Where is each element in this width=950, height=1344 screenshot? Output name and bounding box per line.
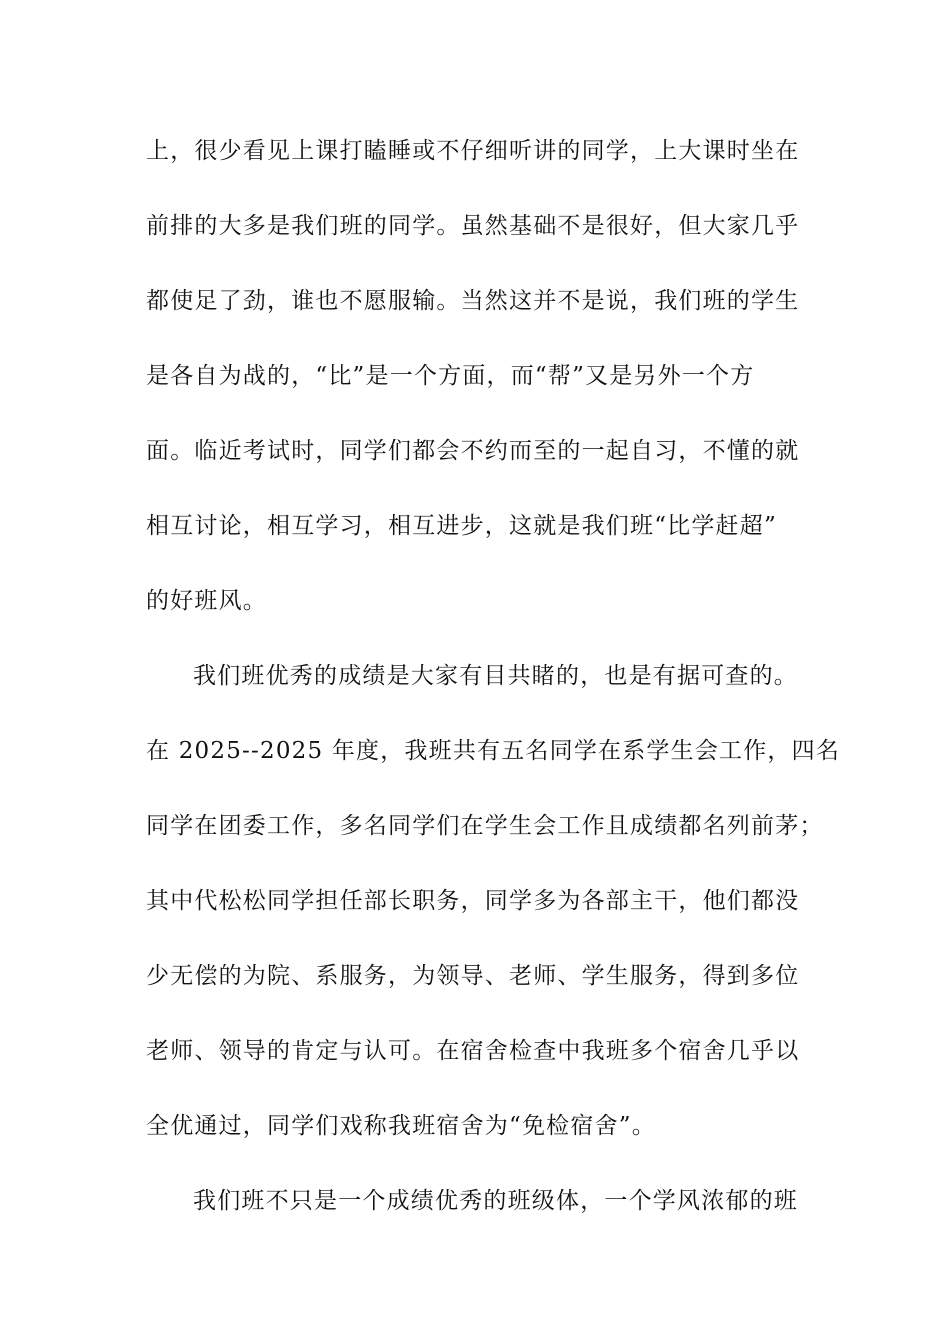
text-line: 全优通过，同学们戏称我班宿舍为“免检宿舍”。: [146, 1113, 656, 1139]
text-line: 都使足了劲，谁也不愿服输。当然这并不是说，我们班的学生: [146, 288, 800, 314]
text-line: 在 2025--2025 年度，我班共有五名同学在系学生会工作，四名: [146, 738, 841, 764]
body-text: [146, 128, 841, 1253]
paragraph-start-line: 我们班不只是一个成绩优秀的班级体，一个学风浓郁的班: [193, 1188, 798, 1214]
text-line: 同学在团委工作，多名同学们在学生会工作且成绩都名列前茅；: [146, 813, 824, 839]
text-line: 老师、领导的肯定与认可。在宿舍检查中我班多个宿舍几乎以: [146, 1038, 800, 1064]
text-line: 其中代松松同学担任部长职务，同学多为各部主干，他们都没: [146, 888, 800, 914]
paragraph-start-line: 我们班优秀的成绩是大家有目共睹的，也是有据可查的。: [193, 663, 798, 689]
text-line: 相互讨论，相互学习，相互进步，这就是我们班“比学赶超”: [146, 513, 777, 539]
text-line: 是各自为战的，“比”是一个方面，而“帮”又是另外一个方: [146, 363, 755, 389]
text-line: 前排的大多是我们班的同学。虽然基础不是很好，但大家几乎: [146, 213, 800, 239]
text-line: 上，很少看见上课打瞌睡或不仔细听讲的同学，上大课时坐在: [146, 138, 800, 164]
text-line: 的好班风。: [146, 588, 267, 614]
text-line: 少无偿的为院、系服务，为领导、老师、学生服务，得到多位: [146, 963, 800, 989]
text-line: 面。临近考试时，同学们都会不约而至的一起自习，不懂的就: [146, 438, 800, 464]
